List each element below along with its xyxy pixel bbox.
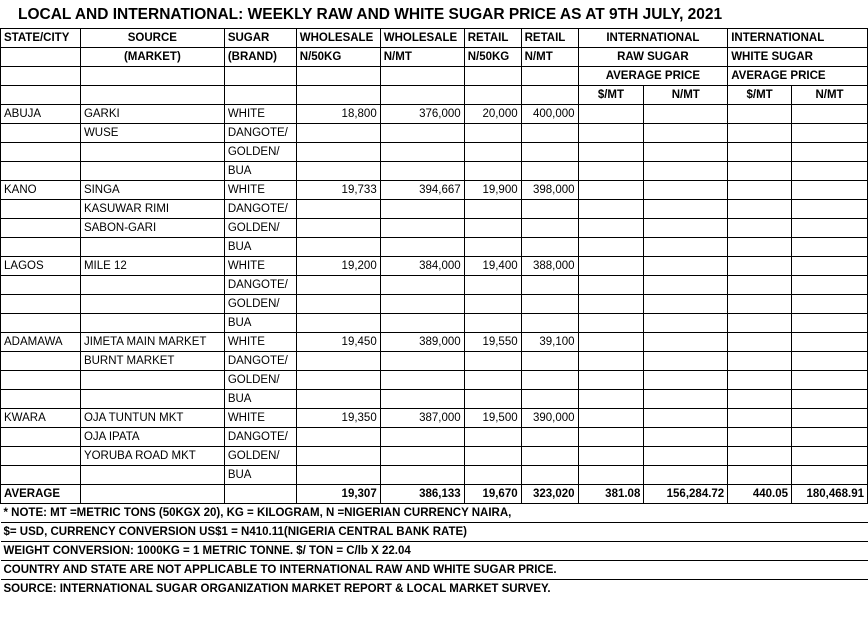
note-row (1, 504, 868, 523)
cell-intl-empty (728, 276, 792, 295)
cell-market: BURNT MARKET (80, 352, 224, 371)
cell-intl-empty (644, 295, 728, 314)
cell-intl-empty (728, 162, 792, 181)
average-white-usd: 440.05 (728, 485, 792, 504)
cell-rtmt (521, 124, 578, 143)
cell-market: GARKI (80, 105, 224, 124)
cell-state (1, 238, 81, 257)
header-intl-raw-sub: RAW SUGAR (578, 48, 728, 67)
cell-intl-empty (792, 200, 868, 219)
cell-wsmt (380, 447, 464, 466)
header-retail-50kg: RETAIL (464, 29, 521, 48)
sugar-price-table (0, 28, 868, 598)
cell-intl-empty (578, 238, 644, 257)
cell-intl-empty (728, 219, 792, 238)
cell-brand: DANGOTE/ (224, 276, 296, 295)
table-row (1, 105, 868, 124)
cell-intl-empty (792, 143, 868, 162)
header-wholesale-mt-sub: N/MT (380, 48, 464, 67)
cell-intl-empty (792, 295, 868, 314)
cell-wsmt (380, 143, 464, 162)
cell-intl-empty (792, 428, 868, 447)
table-row (1, 447, 868, 466)
cell-market: YORUBA ROAD MKT (80, 447, 224, 466)
cell-brand: DANGOTE/ (224, 200, 296, 219)
note-text: COUNTRY AND STATE ARE NOT APPLICABLE TO INTERNATIONAL RAW AND WHITE SUGAR PRICE. (1, 561, 868, 580)
cell-intl-empty (578, 409, 644, 428)
header-retail-mt-sub: N/MT (521, 48, 578, 67)
cell-intl-empty (578, 200, 644, 219)
header-sugar: SUGAR (224, 29, 296, 48)
average-rt50: 19,670 (464, 485, 521, 504)
cell-intl-empty (728, 181, 792, 200)
cell-rtmt (521, 219, 578, 238)
average-white-naira: 180,468.91 (792, 485, 868, 504)
cell-intl-empty (728, 200, 792, 219)
cell-rtmt (521, 466, 578, 485)
cell-brand: GOLDEN/ (224, 143, 296, 162)
header-intl-raw: INTERNATIONAL (578, 29, 728, 48)
cell-rt50 (464, 428, 521, 447)
table-row (1, 314, 868, 333)
cell-brand: DANGOTE/ (224, 124, 296, 143)
cell-wsmt: 384,000 (380, 257, 464, 276)
cell-brand: DANGOTE/ (224, 352, 296, 371)
cell-intl-empty (578, 181, 644, 200)
cell-rt50 (464, 162, 521, 181)
cell-wsmt (380, 162, 464, 181)
header-retail-mt: RETAIL (521, 29, 578, 48)
table-row (1, 200, 868, 219)
cell-wsmt (380, 466, 464, 485)
cell-market (80, 276, 224, 295)
cell-rt50 (464, 238, 521, 257)
cell-intl-empty (578, 162, 644, 181)
cell-brand: GOLDEN/ (224, 447, 296, 466)
note-row (1, 523, 868, 542)
cell-rtmt: 388,000 (521, 257, 578, 276)
cell-intl-empty (728, 295, 792, 314)
cell-state (1, 143, 81, 162)
header-wholesale-50kg-sub: N/50KG (296, 48, 380, 67)
cell-rt50 (464, 314, 521, 333)
cell-brand: GOLDEN/ (224, 295, 296, 314)
cell-rt50 (464, 219, 521, 238)
cell-wsmt: 389,000 (380, 333, 464, 352)
cell-market (80, 314, 224, 333)
cell-intl-empty (792, 447, 868, 466)
cell-wsmt (380, 428, 464, 447)
cell-market (80, 143, 224, 162)
cell-intl-empty (644, 409, 728, 428)
cell-intl-empty (644, 276, 728, 295)
cell-rt50 (464, 447, 521, 466)
cell-brand: WHITE (224, 181, 296, 200)
cell-rt50 (464, 200, 521, 219)
cell-intl-empty (644, 124, 728, 143)
cell-wsmt: 376,000 (380, 105, 464, 124)
cell-wsmt: 394,667 (380, 181, 464, 200)
cell-state: ABUJA (1, 105, 81, 124)
cell-market (80, 162, 224, 181)
cell-intl-empty (578, 352, 644, 371)
cell-intl-empty (644, 352, 728, 371)
header-row-2 (1, 48, 868, 67)
cell-wsmt (380, 238, 464, 257)
cell-rt50 (464, 124, 521, 143)
average-wsmt: 386,133 (380, 485, 464, 504)
header-source: SOURCE (80, 29, 224, 48)
table-row (1, 390, 868, 409)
cell-rtmt (521, 200, 578, 219)
cell-ws50 (296, 371, 380, 390)
cell-ws50 (296, 447, 380, 466)
cell-rt50: 20,000 (464, 105, 521, 124)
cell-wsmt (380, 219, 464, 238)
cell-market: OJA TUNTUN MKT (80, 409, 224, 428)
cell-intl-empty (728, 314, 792, 333)
cell-market: MILE 12 (80, 257, 224, 276)
cell-intl-empty (644, 105, 728, 124)
cell-intl-empty (644, 181, 728, 200)
cell-ws50: 19,450 (296, 333, 380, 352)
cell-ws50: 19,350 (296, 409, 380, 428)
cell-wsmt: 387,000 (380, 409, 464, 428)
cell-state (1, 447, 81, 466)
cell-brand: GOLDEN/ (224, 371, 296, 390)
header-white-naira: N/MT (792, 86, 868, 105)
average-raw-naira: 156,284.72 (644, 485, 728, 504)
cell-market: JIMETA MAIN MARKET (80, 333, 224, 352)
cell-intl-empty (578, 105, 644, 124)
header-wholesale-50kg: WHOLESALE (296, 29, 380, 48)
cell-state (1, 219, 81, 238)
cell-state (1, 390, 81, 409)
cell-brand: GOLDEN/ (224, 219, 296, 238)
cell-state (1, 466, 81, 485)
cell-intl-empty (792, 371, 868, 390)
cell-state: KWARA (1, 409, 81, 428)
cell-rtmt (521, 447, 578, 466)
header-sugar-sub: (BRAND) (224, 48, 296, 67)
cell-market: OJA IPATA (80, 428, 224, 447)
cell-rtmt (521, 238, 578, 257)
cell-ws50 (296, 238, 380, 257)
cell-rtmt (521, 295, 578, 314)
cell-intl-empty (792, 352, 868, 371)
cell-rtmt (521, 314, 578, 333)
cell-rt50 (464, 466, 521, 485)
cell-intl-empty (644, 371, 728, 390)
cell-intl-empty (578, 276, 644, 295)
cell-intl-empty (728, 466, 792, 485)
cell-market: SINGA (80, 181, 224, 200)
cell-brand: WHITE (224, 257, 296, 276)
header-raw-naira: N/MT (644, 86, 728, 105)
cell-intl-empty (578, 219, 644, 238)
cell-market (80, 371, 224, 390)
cell-ws50: 19,733 (296, 181, 380, 200)
cell-rt50 (464, 371, 521, 390)
cell-intl-empty (792, 124, 868, 143)
cell-wsmt (380, 371, 464, 390)
cell-market: KASUWAR RIMI (80, 200, 224, 219)
header-source-sub: (MARKET) (80, 48, 224, 67)
cell-market (80, 295, 224, 314)
cell-ws50: 18,800 (296, 105, 380, 124)
cell-intl-empty (578, 390, 644, 409)
cell-intl-empty (578, 257, 644, 276)
cell-state: LAGOS (1, 257, 81, 276)
cell-wsmt (380, 390, 464, 409)
cell-brand: WHITE (224, 409, 296, 428)
cell-ws50 (296, 390, 380, 409)
header-row-1 (1, 29, 868, 48)
cell-intl-empty (792, 466, 868, 485)
average-raw-usd: 381.08 (578, 485, 644, 504)
cell-ws50 (296, 295, 380, 314)
note-row (1, 542, 868, 561)
cell-intl-empty (578, 371, 644, 390)
cell-intl-empty (728, 447, 792, 466)
cell-rt50 (464, 390, 521, 409)
cell-rt50 (464, 143, 521, 162)
note-text: WEIGHT CONVERSION: 1000KG = 1 METRIC TONNE. $/ TON = C/lb X 22.04 (1, 542, 868, 561)
table-row (1, 162, 868, 181)
table-row (1, 276, 868, 295)
header-raw-usd: $/MT (578, 86, 644, 105)
cell-rt50 (464, 352, 521, 371)
cell-intl-empty (728, 124, 792, 143)
cell-intl-empty (578, 143, 644, 162)
cell-ws50 (296, 314, 380, 333)
cell-brand: BUA (224, 162, 296, 181)
cell-state (1, 428, 81, 447)
average-row (1, 485, 868, 504)
header-white-usd: $/MT (728, 86, 792, 105)
cell-intl-empty (792, 162, 868, 181)
cell-wsmt (380, 314, 464, 333)
cell-intl-empty (728, 352, 792, 371)
average-ws50: 19,307 (296, 485, 380, 504)
header-intl-raw-avg: AVERAGE PRICE (578, 67, 728, 86)
average-rtmt: 323,020 (521, 485, 578, 504)
cell-ws50 (296, 466, 380, 485)
cell-intl-empty (644, 162, 728, 181)
cell-intl-empty (578, 466, 644, 485)
cell-intl-empty (792, 181, 868, 200)
cell-rtmt (521, 352, 578, 371)
cell-intl-empty (792, 390, 868, 409)
cell-rtmt (521, 162, 578, 181)
table-row (1, 143, 868, 162)
cell-state (1, 276, 81, 295)
cell-state (1, 200, 81, 219)
cell-state (1, 371, 81, 390)
table-row (1, 428, 868, 447)
cell-market (80, 238, 224, 257)
table-row (1, 295, 868, 314)
cell-state: KANO (1, 181, 81, 200)
cell-intl-empty (728, 390, 792, 409)
cell-rt50: 19,400 (464, 257, 521, 276)
cell-ws50 (296, 352, 380, 371)
cell-intl-empty (792, 333, 868, 352)
cell-wsmt (380, 352, 464, 371)
cell-intl-empty (792, 257, 868, 276)
note-row (1, 561, 868, 580)
cell-intl-empty (728, 333, 792, 352)
cell-intl-empty (578, 295, 644, 314)
cell-brand: WHITE (224, 333, 296, 352)
table-row (1, 238, 868, 257)
cell-intl-empty (644, 333, 728, 352)
cell-wsmt (380, 276, 464, 295)
cell-intl-empty (792, 105, 868, 124)
cell-intl-empty (644, 257, 728, 276)
cell-intl-empty (792, 314, 868, 333)
cell-state (1, 124, 81, 143)
cell-ws50 (296, 219, 380, 238)
cell-ws50 (296, 276, 380, 295)
cell-intl-empty (578, 333, 644, 352)
cell-wsmt (380, 200, 464, 219)
cell-rt50: 19,900 (464, 181, 521, 200)
table-row (1, 409, 868, 428)
cell-intl-empty (792, 219, 868, 238)
cell-intl-empty (644, 143, 728, 162)
cell-intl-empty (644, 219, 728, 238)
note-text: SOURCE: INTERNATIONAL SUGAR ORGANIZATION MARKET REPORT & LOCAL MARKET SURVEY. (1, 580, 868, 599)
table-row (1, 333, 868, 352)
cell-rtmt: 400,000 (521, 105, 578, 124)
cell-rtmt: 390,000 (521, 409, 578, 428)
cell-intl-empty (578, 447, 644, 466)
header-row-4 (1, 86, 868, 105)
cell-state (1, 314, 81, 333)
cell-market: SABON-GARI (80, 219, 224, 238)
cell-state (1, 295, 81, 314)
table-row (1, 257, 868, 276)
cell-rtmt (521, 143, 578, 162)
cell-intl-empty (644, 238, 728, 257)
cell-intl-empty (644, 314, 728, 333)
cell-rt50 (464, 276, 521, 295)
cell-intl-empty (644, 447, 728, 466)
cell-rt50: 19,550 (464, 333, 521, 352)
sheet-title: LOCAL AND INTERNATIONAL: WEEKLY RAW AND WHITE SUGAR PRICE AS AT 9TH JULY, 2021 (18, 6, 723, 23)
header-intl-white-avg: AVERAGE PRICE (728, 67, 868, 86)
table-row (1, 466, 868, 485)
cell-intl-empty (728, 238, 792, 257)
cell-market (80, 390, 224, 409)
cell-intl-empty (792, 276, 868, 295)
cell-rtmt: 398,000 (521, 181, 578, 200)
note-text: $= USD, CURRENCY CONVERSION US$1 = N410.11(NIGERIA CENTRAL BANK RATE) (1, 523, 868, 542)
cell-ws50: 19,200 (296, 257, 380, 276)
header-row-3 (1, 67, 868, 86)
cell-brand: BUA (224, 314, 296, 333)
header-intl-white-sub: WHITE SUGAR (728, 48, 868, 67)
cell-market: WUSE (80, 124, 224, 143)
table-row (1, 352, 868, 371)
average-label: AVERAGE (1, 485, 81, 504)
cell-ws50 (296, 143, 380, 162)
cell-intl-empty (792, 238, 868, 257)
cell-intl-empty (578, 124, 644, 143)
cell-intl-empty (578, 428, 644, 447)
cell-intl-empty (578, 314, 644, 333)
cell-wsmt (380, 295, 464, 314)
cell-intl-empty (644, 466, 728, 485)
cell-rtmt (521, 276, 578, 295)
cell-brand: BUA (224, 238, 296, 257)
cell-rtmt (521, 428, 578, 447)
cell-intl-empty (728, 143, 792, 162)
cell-market (80, 466, 224, 485)
cell-intl-empty (728, 371, 792, 390)
cell-brand: DANGOTE/ (224, 428, 296, 447)
cell-state (1, 352, 81, 371)
note-text: * NOTE: MT =METRIC TONS (50KGX 20), KG = KILOGRAM, N =NIGERIAN CURRENCY NAIRA, (1, 504, 868, 523)
cell-intl-empty (728, 428, 792, 447)
header-retail-50kg-sub: N/50KG (464, 48, 521, 67)
header-intl-white: INTERNATIONAL (728, 29, 868, 48)
table-row (1, 219, 868, 238)
header-state: STATE/CITY (1, 29, 81, 48)
cell-intl-empty (728, 105, 792, 124)
cell-wsmt (380, 124, 464, 143)
cell-ws50 (296, 124, 380, 143)
cell-intl-empty (644, 428, 728, 447)
cell-intl-empty (644, 390, 728, 409)
table-row (1, 371, 868, 390)
note-row (1, 580, 868, 599)
cell-rtmt: 39,100 (521, 333, 578, 352)
table-row (1, 181, 868, 200)
cell-ws50 (296, 428, 380, 447)
header-wholesale-mt: WHOLESALE (380, 29, 464, 48)
cell-rt50: 19,500 (464, 409, 521, 428)
cell-brand: BUA (224, 390, 296, 409)
cell-brand: WHITE (224, 105, 296, 124)
cell-state: ADAMAWA (1, 333, 81, 352)
cell-state (1, 162, 81, 181)
cell-intl-empty (644, 200, 728, 219)
cell-rt50 (464, 295, 521, 314)
cell-intl-empty (792, 409, 868, 428)
cell-rtmt (521, 390, 578, 409)
cell-rtmt (521, 371, 578, 390)
cell-brand: BUA (224, 466, 296, 485)
cell-ws50 (296, 200, 380, 219)
table-row (1, 124, 868, 143)
cell-intl-empty (728, 409, 792, 428)
cell-intl-empty (728, 257, 792, 276)
cell-ws50 (296, 162, 380, 181)
